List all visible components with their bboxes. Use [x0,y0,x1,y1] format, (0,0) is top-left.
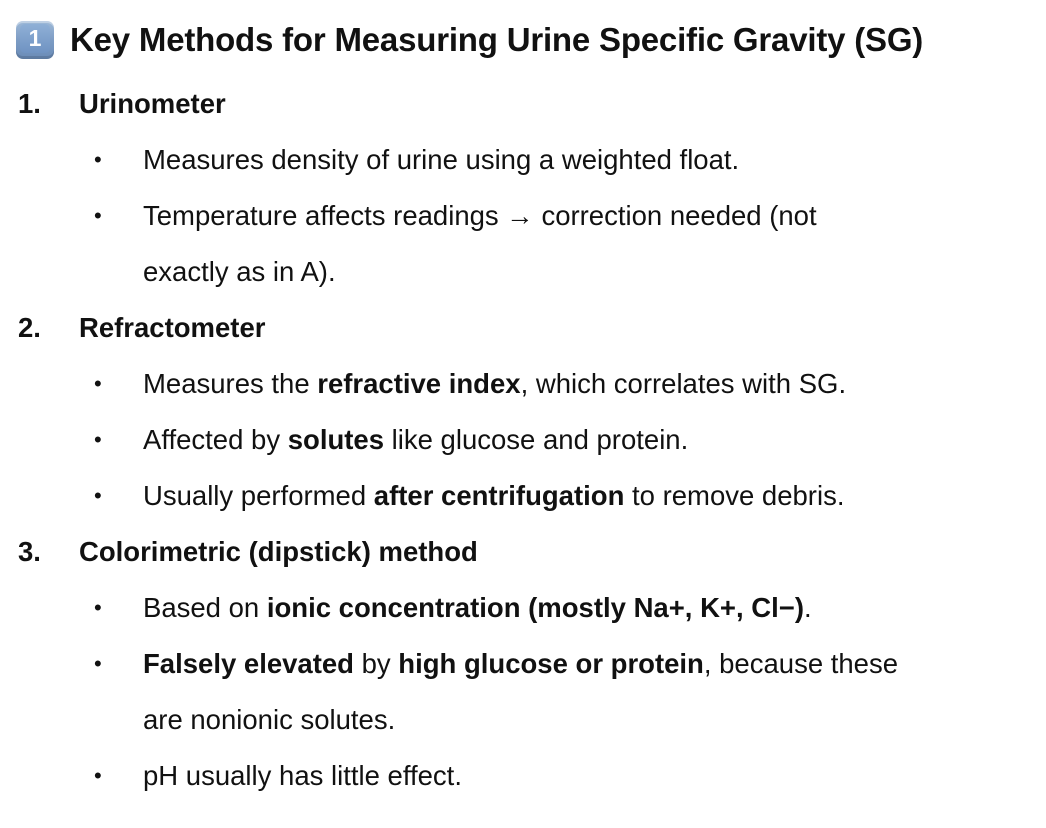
bullet-dot-icon: • [94,203,102,228]
bullet-dot-icon: • [94,371,102,396]
bullet-text-continued [143,244,336,300]
method-title: Colorimetric (dipstick) method [79,536,478,567]
text-segment: exactly as in A). [143,256,336,287]
bullet-text [143,356,846,412]
text-segment: Based on [143,592,267,623]
text-segment: Measures density of urine using a weighted float. [143,144,740,175]
bullet-text [143,412,688,468]
bullet-text [143,636,898,692]
text-segment: , which correlates with SG. [520,368,847,399]
bold-text-segment: refractive index [317,368,521,399]
bullet-dot-icon: • [94,595,102,620]
bold-text-segment: Falsely elevated [143,648,354,679]
bullet-text [143,748,462,804]
text-segment: , because these [703,648,899,679]
bullet-text [143,188,817,244]
bullet-text [143,580,812,636]
text-segment: to remove debris. [624,480,845,511]
bullet-dot-icon: • [94,427,102,452]
text-segment: . [803,592,812,623]
text-segment: Usually performed [143,480,374,511]
method-number: 3. [18,536,41,567]
text-segment: pH usually has little effect. [143,760,462,791]
text-segment: Affected by [143,424,288,455]
bold-text-segment: after centrifugation [373,480,625,511]
text-segment: Measures the [143,368,318,399]
method-number: 1. [18,88,41,119]
bullet-text [143,468,844,524]
method-number: 2. [18,312,41,343]
section-heading [16,14,923,66]
bold-text-segment: high glucose or protein [398,648,704,679]
text-segment: by [353,648,399,679]
bullet-dot-icon: • [94,651,102,676]
bold-text-segment: solutes [287,424,385,455]
keycap-one-icon [16,21,54,59]
bullet-dot-icon: • [94,483,102,508]
method-title: Refractometer [79,312,266,343]
bullet-text [143,132,739,188]
bullet-text-continued [143,692,395,748]
text-segment: like glucose and protein. [384,424,689,455]
bold-text-segment: ionic concentration (mostly Na+, K+, Cl−) [266,592,804,623]
keycap-digit: 1 [20,24,50,53]
bullet-dot-icon: • [94,147,102,172]
method-title: Urinometer [79,88,226,119]
text-segment: Temperature affects readings → correction needed (not [143,200,817,231]
page-title: Key Methods for Measuring Urine Specific Gravity (SG) [70,21,924,58]
text-segment: are nonionic solutes. [143,704,396,735]
bullet-dot-icon: • [94,763,102,788]
